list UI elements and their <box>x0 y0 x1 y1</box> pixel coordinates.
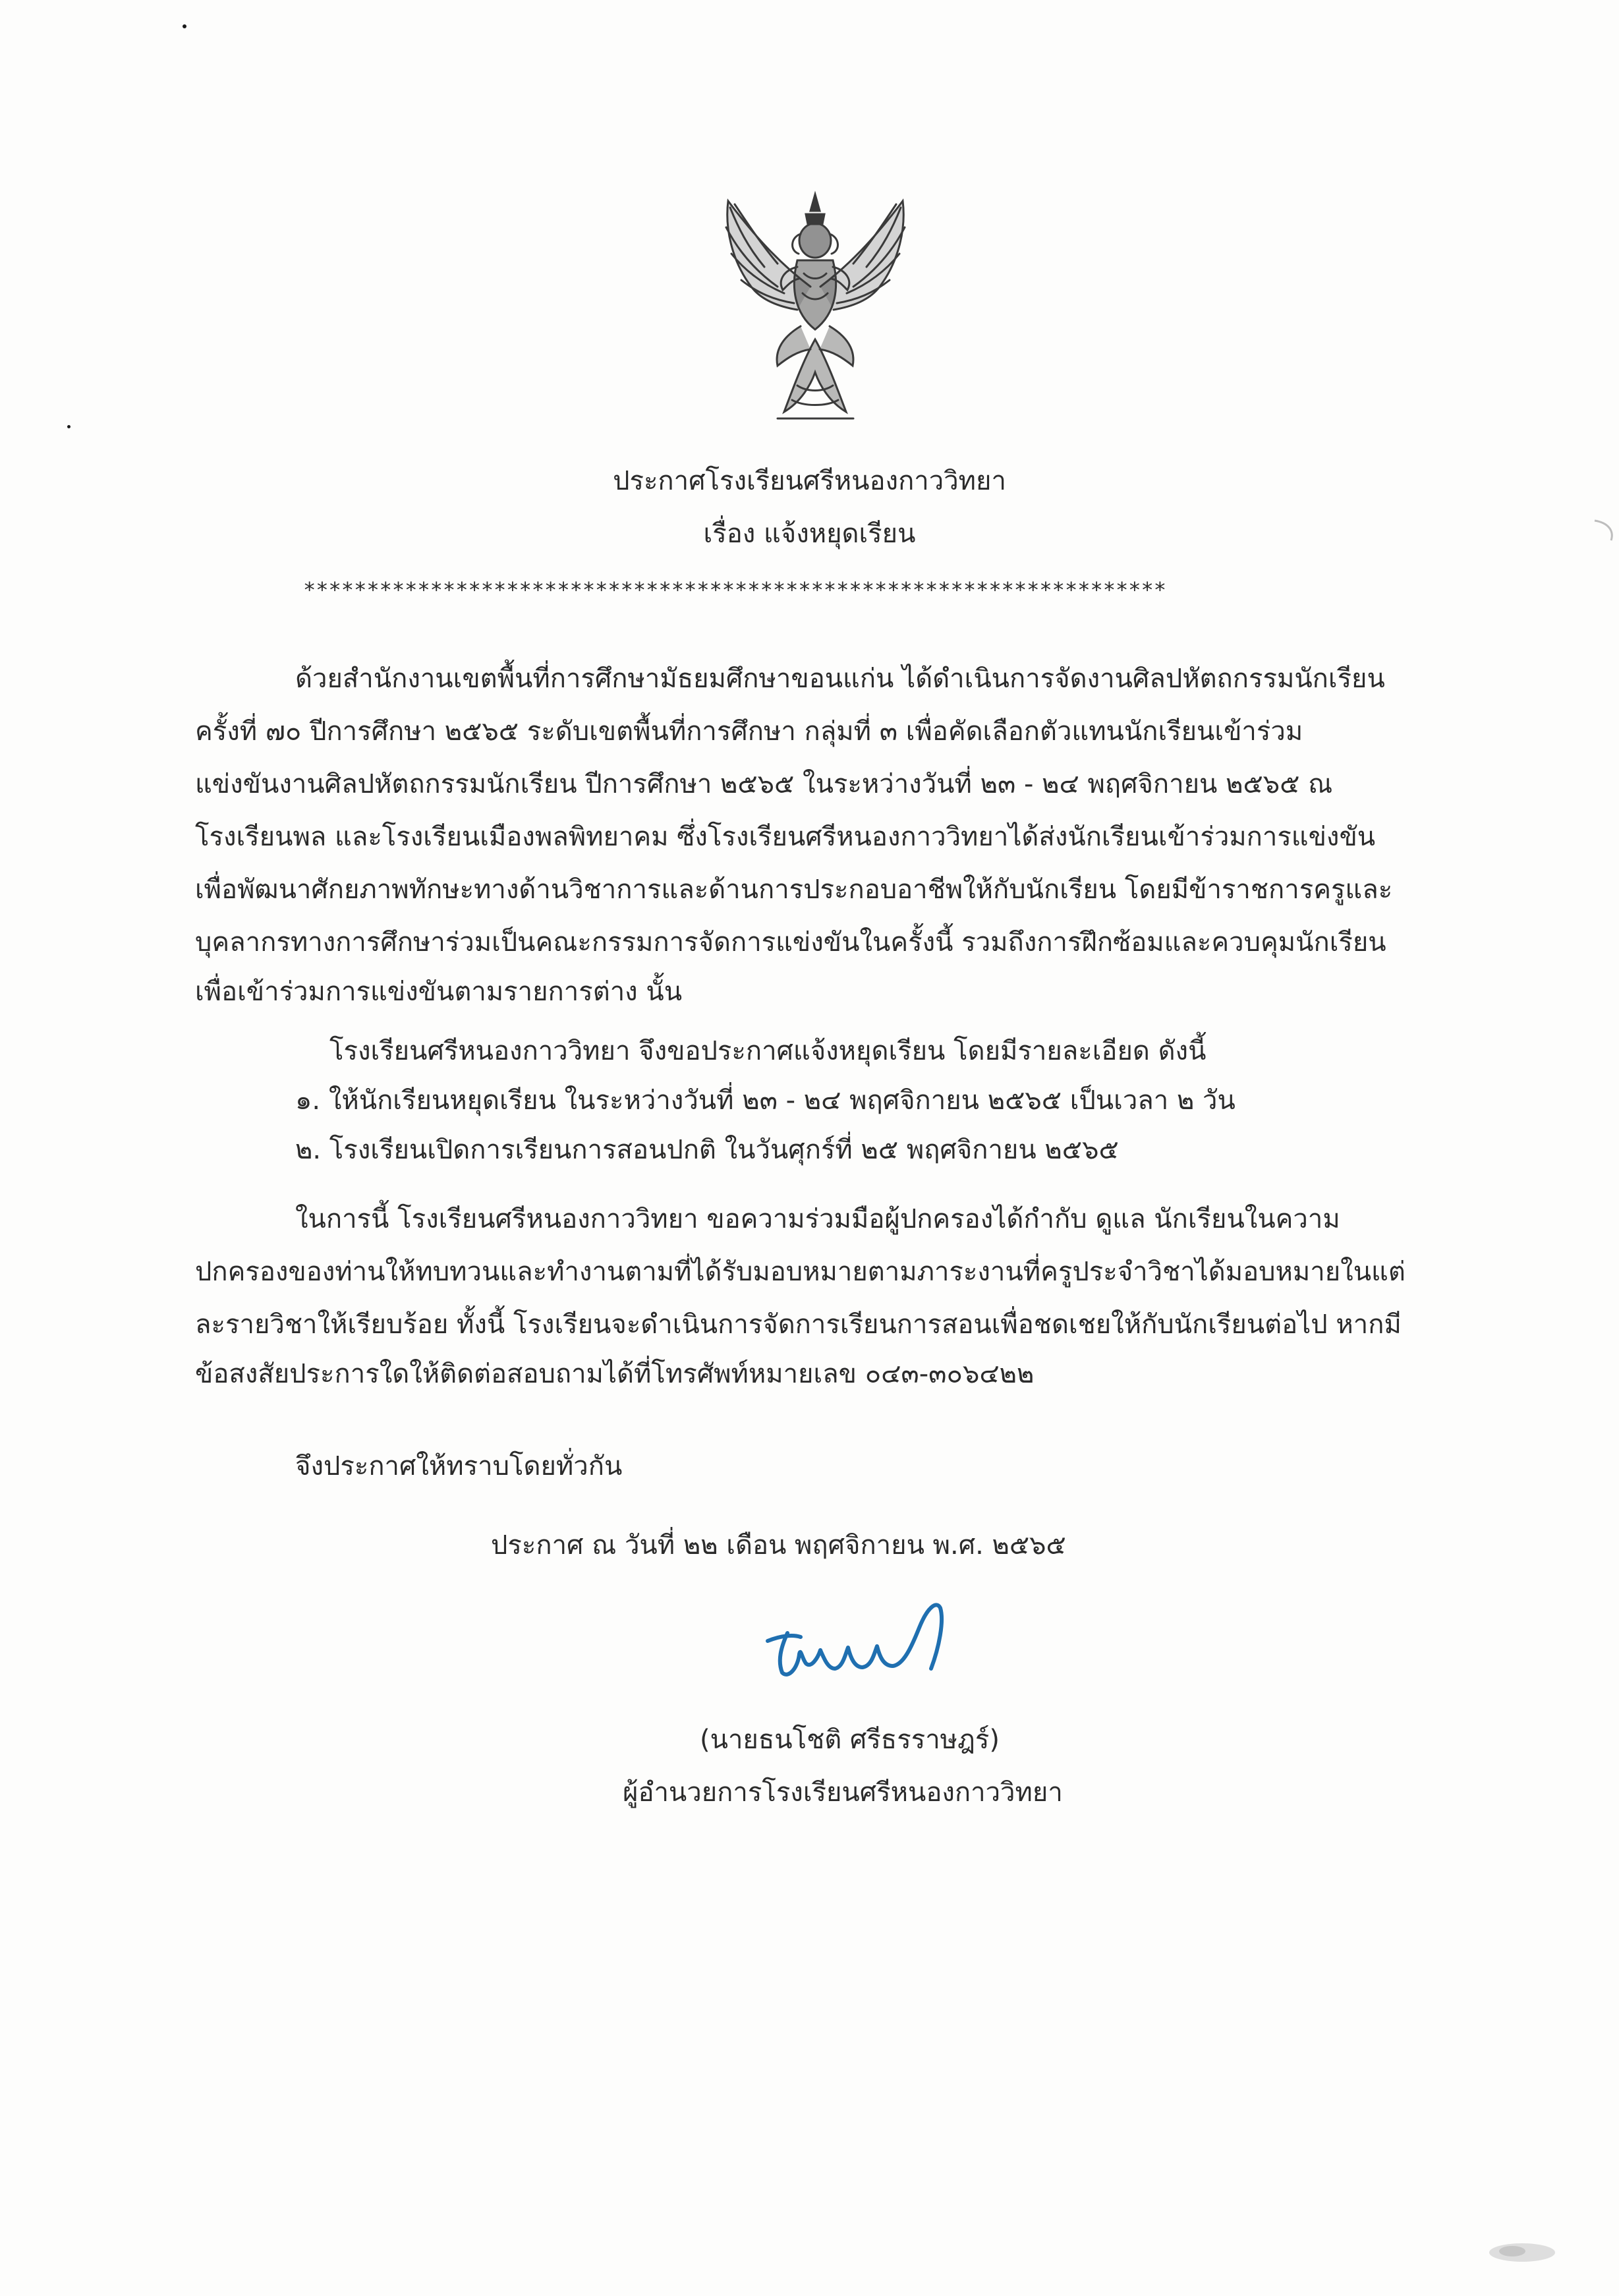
list-item: ๒. โรงเรียนเปิดการเรียนการสอนปกติ ในวันศุกร์ที่ ๒๕ พฤศจิกายน ๒๕๖๕ <box>295 1135 1119 1165</box>
closing-statement: จึงประกาศให้ทราบโดยทั่วกัน <box>295 1451 623 1481</box>
scan-edge-mark <box>1591 517 1618 544</box>
paragraph1-line: ครั้งที่ ๗๐ ปีการศึกษา ๒๕๖๕ ระดับเขตพื้นที่การศึกษา กลุ่มที่ ๓ เพื่อคัดเลือกตัวแทนนักเรียนเข้าร่วม <box>195 716 1303 747</box>
paragraph3-line: ในการนี้ โรงเรียนศรีหนองกาววิทยา ขอความร่วมมือผู้ปกครองได้กำกับ ดูแล นักเรียนในความ <box>295 1204 1340 1234</box>
paragraph1-line: บุคลากรทางการศึกษาร่วมเป็นคณะกรรมการจัดการแข่งขันในครั้งนี้ รวมถึงการฝึกซ้อมและควบคุมนักเรียน <box>195 927 1386 958</box>
list-item: ๑. ให้นักเรียนหยุดเรียน ในระหว่างวันที่ ๒๓ - ๒๔ พฤศจิกายน ๒๕๖๕ เป็นเวลา ๒ วัน <box>295 1085 1236 1116</box>
scan-smudge <box>1486 2239 1558 2266</box>
paragraph1-line: ด้วยสำนักงานเขตพื้นที่การศึกษามัธยมศึกษาขอนแก่น ได้ดำเนินการจัดงานศิลปหัตถกรรมนักเรียน <box>295 664 1385 694</box>
handwritten-signature <box>754 1595 979 1700</box>
scan-speck <box>183 24 186 28</box>
paragraph3-line: ปกครองของท่านให้ทบทวนและทำงานตามที่ได้รับมอบหมายตามภาระงานที่ครูประจำวิชาได้มอบหมายในแต่ <box>195 1257 1406 1287</box>
scan-speck <box>67 425 71 428</box>
garuda-emblem-icon <box>712 188 919 425</box>
announcement-date: ประกาศ ณ วันที่ ๒๒ เดือน พฤศจิกายน พ.ศ. ๒๕๖๕ <box>491 1530 1066 1561</box>
paragraph1-line: โรงเรียนพล และโรงเรียนเมืองพลพิทยาคม ซึ่งโรงเรียนศรีหนองกาววิทยาได้ส่งนักเรียนเข้าร่วมการแข่งขัน <box>195 822 1376 852</box>
announcement-subject: เรื่อง แจ้งหยุดเรียน <box>703 519 916 549</box>
paragraph1-line: แข่งขันงานศิลปหัตถกรรมนักเรียน ปีการศึกษา ๒๕๖๕ ในระหว่างวันที่ ๒๓ - ๒๔ พฤศจิกายน ๒๕๖๕ ณ <box>195 769 1333 799</box>
paragraph1-line: เพื่อพัฒนาศักยภาพทักษะทางด้านวิชาการและด้านการประกอบอาชีพให้กับนักเรียน โดยมีข้าราชการครูและ <box>195 875 1393 905</box>
signatory-position: ผู้อำนวยการโรงเรียนศรีหนองกาววิทยา <box>623 1777 1063 1808</box>
paragraph3-line: ข้อสงสัยประการใดให้ติดต่อสอบถามได้ที่โทรศัพท์หมายเลข ๐๔๓-๓๐๖๔๒๒ <box>195 1359 1035 1389</box>
paragraph1-line: เพื่อเข้าร่วมการแข่งขันตามรายการต่าง นั้น <box>195 977 683 1007</box>
paragraph3-line: ละรายวิชาให้เรียบร้อย ทั้งนี้ โรงเรียนจะดำเนินการจัดการเรียนการสอนเพื่อชดเชยให้กับนักเรียนต่อไป หากมี <box>195 1309 1402 1340</box>
separator-line: ******************************************************************** <box>303 577 1167 602</box>
paragraph2-intro: โรงเรียนศรีหนองกาววิทยา จึงขอประกาศแจ้งหยุดเรียน โดยมีรายละเอียด ดังนี้ <box>329 1036 1207 1066</box>
announcement-title: ประกาศโรงเรียนศรีหนองกาววิทยา <box>613 466 1006 496</box>
signatory-name: (นายธนโชติ ศรีธรราษฎร์) <box>700 1725 1000 1755</box>
